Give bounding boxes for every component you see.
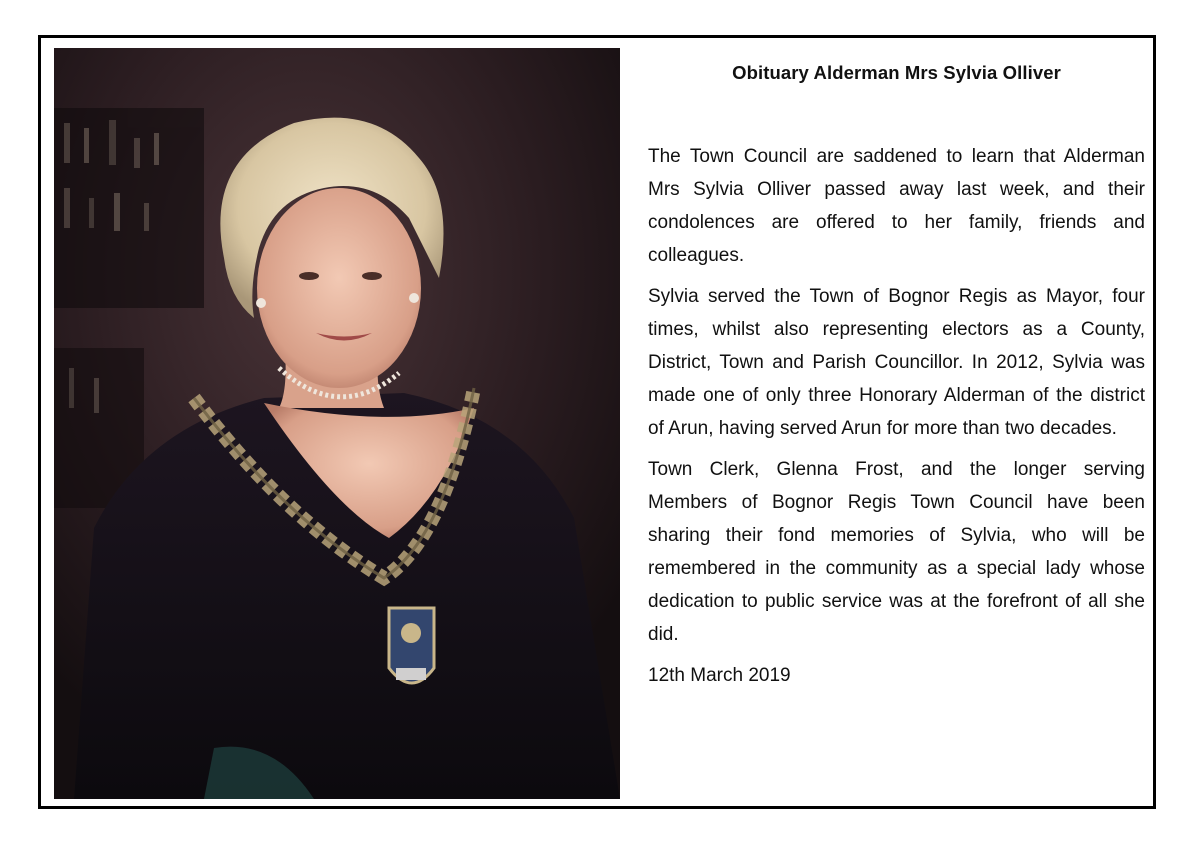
obituary-frame bbox=[38, 35, 1156, 809]
portrait-illustration bbox=[54, 48, 620, 799]
paragraph-service: Sylvia served the Town of Bognor Regis as Mayor, four times, whilst also representing electors as a County, District, Town and Parish Councillor. In 2012, Sylvia was made one of only three Honorary Alderman of the district of Arun, having served Arun for more than two decades. bbox=[648, 286, 1145, 439]
paragraph-condolences: The Town Council are saddened to learn that Alderman Mrs Sylvia Olliver passed away last week, and their condolences are offered to her family, friends and colleagues. bbox=[648, 146, 1145, 266]
obituary-title: Obituary Alderman Mrs Sylvia Olliver bbox=[732, 62, 1061, 83]
obituary-date: 12th March 2019 bbox=[648, 665, 791, 686]
obituary-text-column bbox=[648, 58, 1145, 692]
paragraph-memories: Town Clerk, Glenna Frost, and the longer serving Members of Bognor Regis Town Council have been sharing their fond memories of Sylvia, who will be remembered in the community as a special lady whose dedication to public service was at the forefront of all she did. bbox=[648, 459, 1145, 645]
portrait-photo bbox=[54, 48, 620, 799]
